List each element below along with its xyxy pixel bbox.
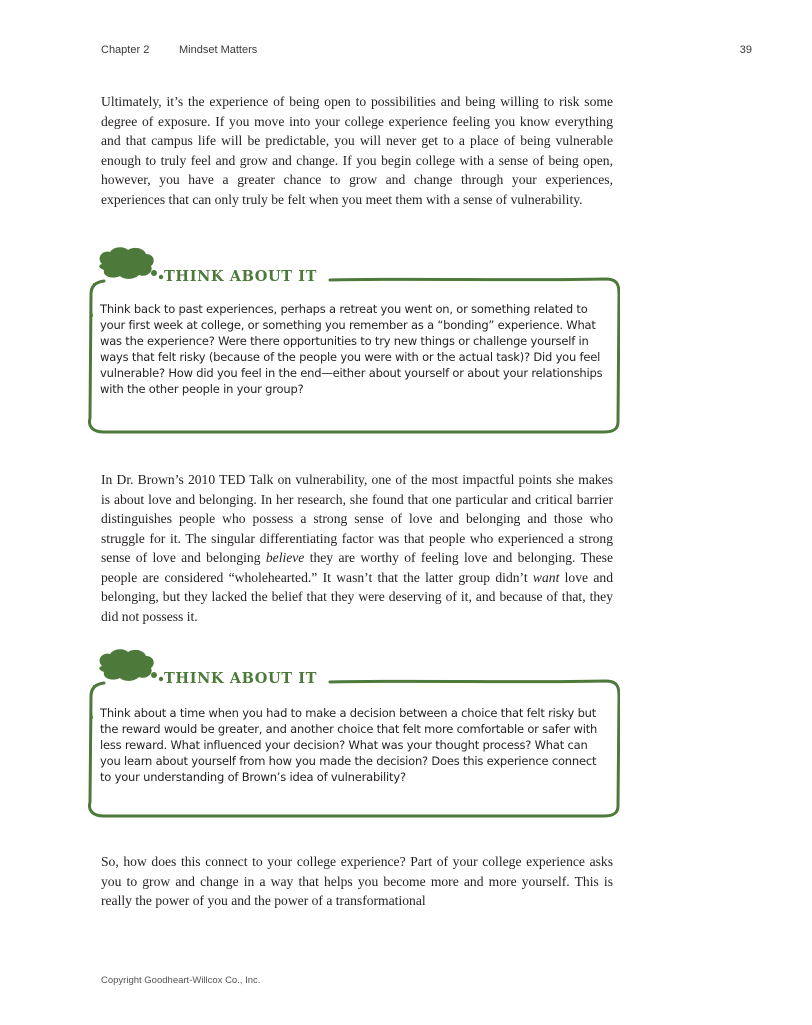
chapter-label: Chapter 2 (101, 44, 150, 56)
think-about-it-text: Think back to past experiences, perhaps a retreat you went on, or something related to your first week at college, or something you remember as a “bonding” experience. What was the experience? Were there opportunities to try new things or challenge yourself in ways that felt risky (because of the people you were with or the actual task)? Did you feel vulnerable? How did you feel in the end—either about yourself or about your relationships with the other people in your group? (100, 302, 603, 396)
think-about-it-heading: THINK ABOUT IT (164, 670, 323, 687)
think-about-it-heading: THINK ABOUT IT (164, 268, 323, 285)
thought-cloud-icon (96, 246, 166, 282)
think-about-it-box-2 (86, 648, 620, 820)
copyright-footer: Copyright Goodheart-Willcox Co., Inc. (101, 975, 261, 986)
think-about-it-box-1 (86, 246, 620, 436)
body-paragraph-1: Ultimately, it’s the experience of being open to possibilities and being willing to risk some degree of exposure. If you move into your college experience feeling you know everything and that campus life will be predictable, you will never get to a place of being vulnerable enough to truly feel and grow and change. If you begin college with a sense of being open, however, you have a greater chance to grow and change through your experiences, experiences that can only truly be felt when you meet them with a sense of vulnerability. (101, 94, 613, 207)
emphasis-believe: believe (265, 550, 305, 565)
paragraph-text: In Dr. Brown’s 2010 TED Talk on vulnerability, one of the most impactful points she makes is about love and belonging. In her research, she found that one particular and critical barrier distinguishes people who possess a strong sense of love and belonging and those who struggle for it. The singular differentiating factor was that people who experienced a strong sense of love and belonging (101, 472, 613, 565)
body-paragraph-2 (101, 470, 613, 626)
page-number: 39 (739, 44, 752, 56)
paragraph-text: love and belonging, but they lacked the belief that they were deserving of it, and because of that, they did not possess it. (101, 569, 613, 624)
think-about-it-text: Think about a time when you had to make a decision between a choice that felt risky but the reward would be greater, and another choice that felt more comfortable or safer with less reward. What influenced your decision? What was your thought process? What can you learn about yourself from how you made the decision? Does this experience connect to your understanding of Brown’s idea of vulnerability? (100, 706, 598, 784)
paragraph-text: they are worthy of feeling love and belonging. These people are considered “wholehearted.” It wasn’t that the latter group didn’t (101, 550, 613, 585)
body-paragraph-3: So, how does this connect to your college experience? Part of your college experience asks you to grow and change in a way that helps you become more and more yourself. This is really the power of you and the power of a transformational (101, 854, 613, 908)
chapter-title: Mindset Matters (179, 44, 258, 56)
thought-cloud-icon (96, 648, 166, 684)
emphasis-want: want (532, 569, 560, 585)
